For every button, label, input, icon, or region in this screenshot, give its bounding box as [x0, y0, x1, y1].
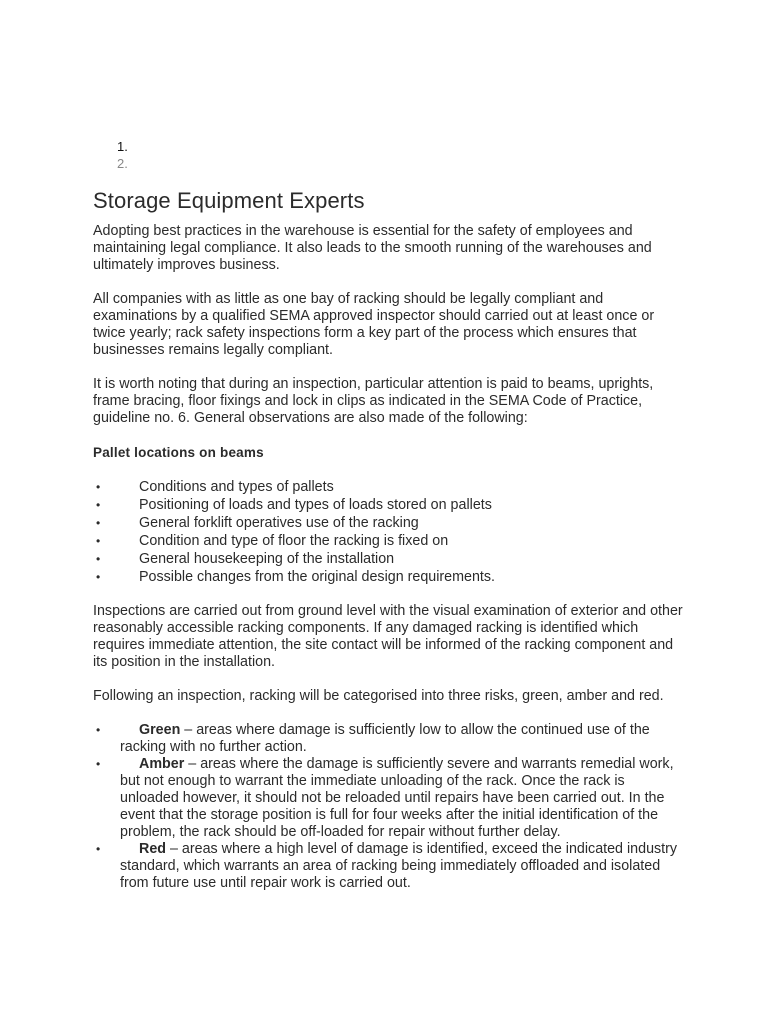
list-item — [93, 532, 683, 550]
bullet-icon: • — [96, 570, 101, 584]
risk-list — [93, 722, 683, 892]
document-page — [93, 138, 683, 891]
risk-item-amber — [93, 756, 683, 841]
risk-item-green — [93, 722, 683, 756]
list-item: 2. — [117, 156, 128, 171]
risk-description: – areas where damage is sufficiently low to allow the continued use of the racking with no further action. — [120, 722, 650, 755]
list-item — [93, 514, 683, 532]
list-item: 1. — [117, 139, 128, 154]
numbered-list — [93, 138, 683, 172]
list-item — [93, 568, 683, 586]
observations-list — [93, 478, 683, 586]
risk-name: Red — [139, 841, 167, 857]
bullet-icon: • — [96, 516, 101, 530]
page-title: Storage Equipment Experts — [93, 188, 365, 213]
paragraph: Following an inspection, racking will be categorised into three risks, green, amber and red. — [93, 688, 664, 704]
risk-description: – areas where the damage is sufficiently severe and warrants remedial work, but not enough to warrant the immediate unloading of the rack. Once the rack is unloaded however, it should not be reloaded until repairs have been carried out. In the event that the storage position is full for four weeks after the initial identification of the problem, the rack should be off-loaded for repair without further delay. — [120, 756, 674, 840]
list-item — [93, 478, 683, 496]
paragraph: All companies with as little as one bay of racking should be legally compliant and examinations by a qualified SEMA approved inspector should carried out at least once or twice yearly; rack safety inspections form a key part of the process which ensures that businesses remains legally compliant. — [93, 291, 655, 358]
list-item-text: General housekeeping of the installation — [139, 551, 395, 567]
paragraph: It is worth noting that during an inspection, particular attention is paid to beams, uprights, frame bracing, floor fixings and lock in clips as indicated in the SEMA Code of Practice, guideline no. 6. General observations are also made of the following: — [93, 376, 654, 426]
paragraph: Inspections are carried out from ground level with the visual examination of exterior and other reasonably accessible racking components. If any damaged racking is identified which requires immediate attention, the site contact will be informed of the racking component and its position in the installation. — [93, 603, 683, 670]
section-heading: Pallet locations on beams — [93, 445, 264, 460]
list-item — [93, 550, 683, 568]
list-item-text: Possible changes from the original design requirements. — [139, 569, 496, 585]
list-item-text: Condition and type of floor the racking is fixed on — [139, 533, 449, 549]
bullet-icon: • — [96, 757, 101, 771]
list-item-text: General forklift operatives use of the racking — [139, 515, 419, 531]
list-item — [93, 496, 683, 514]
risk-item-red — [93, 841, 683, 892]
risk-name: Amber — [139, 756, 185, 772]
list-item-text: Positioning of loads and types of loads stored on pallets — [139, 497, 492, 513]
bullet-icon: • — [96, 498, 101, 512]
bullet-icon: • — [96, 723, 101, 737]
bullet-icon: • — [96, 534, 101, 548]
risk-description: – areas where a high level of damage is identified, exceed the indicated industry standard, which warrants an area of racking being immediately offloaded and isolated from future use until repair work is carried out. — [120, 841, 678, 891]
list-item-text: Conditions and types of pallets — [139, 479, 334, 495]
risk-name: Green — [139, 722, 181, 738]
bullet-icon: • — [96, 480, 101, 494]
bullet-icon: • — [96, 552, 101, 566]
bullet-icon: • — [96, 842, 101, 856]
paragraph: Adopting best practices in the warehouse is essential for the safety of employees and maintaining legal compliance. It also leads to the smooth running of the warehouses and ultimately improves business. — [93, 223, 652, 273]
article-body — [93, 223, 683, 892]
